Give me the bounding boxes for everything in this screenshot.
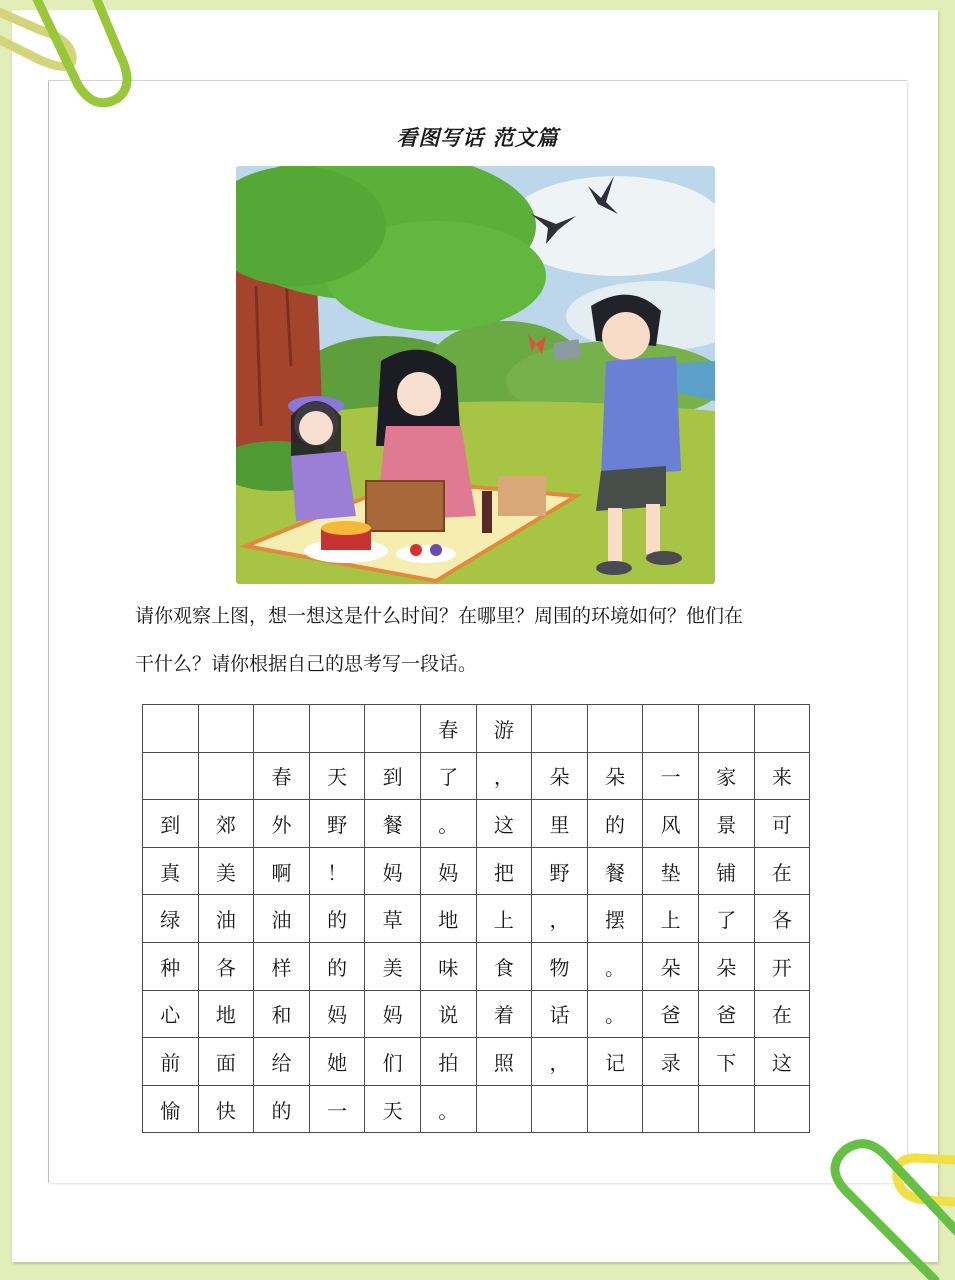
grid-cell: 上 xyxy=(476,895,532,943)
grid-cell: 绿 xyxy=(143,895,199,943)
grid-cell xyxy=(754,1085,810,1133)
grid-cell: 的 xyxy=(309,942,365,990)
grid-cell: 到 xyxy=(365,752,421,800)
grid-cell: 野 xyxy=(309,800,365,848)
grid-cell: 。 xyxy=(587,942,643,990)
page-title: 看图写话 范文篇 xyxy=(396,126,559,150)
grid-cell: 爸 xyxy=(698,990,754,1038)
grid-cell: 到 xyxy=(143,800,199,848)
grid-cell: 话 xyxy=(532,990,588,1038)
grid-row xyxy=(143,1038,810,1086)
grid-row xyxy=(143,990,810,1038)
grid-cell: ， xyxy=(532,895,588,943)
grid-cell: 油 xyxy=(198,895,254,943)
grid-cell: 摆 xyxy=(587,895,643,943)
grid-cell: 在 xyxy=(754,847,810,895)
grid-cell: 拍 xyxy=(420,1038,476,1086)
prompt-line-2: 干什么？请你根据自己的思考写一段话。 xyxy=(135,653,478,675)
grid-cell: 爸 xyxy=(643,990,699,1038)
grid-cell: 味 xyxy=(420,942,476,990)
grid-cell: 美 xyxy=(198,847,254,895)
grid-row xyxy=(143,942,810,990)
grid-cell xyxy=(532,705,588,753)
grid-row xyxy=(143,800,810,848)
grid-cell xyxy=(198,705,254,753)
grid-cell xyxy=(587,705,643,753)
grid-cell: 垫 xyxy=(643,847,699,895)
grid-cell: 地 xyxy=(420,895,476,943)
grid-cell: 食 xyxy=(476,942,532,990)
grid-cell: 快 xyxy=(198,1085,254,1133)
grid-cell xyxy=(643,1085,699,1133)
grid-cell: 照 xyxy=(476,1038,532,1086)
grid-cell: 前 xyxy=(143,1038,199,1086)
grid-cell xyxy=(532,1085,588,1133)
grid-row xyxy=(143,752,810,800)
grid-cell: 把 xyxy=(476,847,532,895)
grid-cell: 在 xyxy=(754,990,810,1038)
grid-cell: 各 xyxy=(754,895,810,943)
grid-cell: 游 xyxy=(476,705,532,753)
grid-cell: 。 xyxy=(420,800,476,848)
grid-cell: 各 xyxy=(198,942,254,990)
grid-cell xyxy=(143,752,199,800)
grid-cell: 天 xyxy=(365,1085,421,1133)
grid-cell: 里 xyxy=(532,800,588,848)
grid-cell: 餐 xyxy=(365,800,421,848)
grid-cell: 物 xyxy=(532,942,588,990)
grid-cell xyxy=(198,752,254,800)
grid-cell: 。 xyxy=(587,990,643,1038)
grid-row xyxy=(143,705,810,753)
grid-cell: 野 xyxy=(532,847,588,895)
grid-cell: 。 xyxy=(420,1085,476,1133)
grid-cell: 天 xyxy=(309,752,365,800)
grid-cell: 朵 xyxy=(532,752,588,800)
grid-cell xyxy=(254,705,310,753)
grid-cell: 了 xyxy=(420,752,476,800)
grid-cell: 愉 xyxy=(143,1085,199,1133)
grid-cell xyxy=(754,705,810,753)
writing-prompt xyxy=(135,592,835,688)
grid-cell: 地 xyxy=(198,990,254,1038)
grid-cell: 铺 xyxy=(698,847,754,895)
grid-cell: 们 xyxy=(365,1038,421,1086)
grid-cell: 着 xyxy=(476,990,532,1038)
grid-cell: 下 xyxy=(698,1038,754,1086)
grid-cell: 妈 xyxy=(309,990,365,1038)
grid-cell: 朵 xyxy=(587,752,643,800)
grid-row xyxy=(143,895,810,943)
grid-row xyxy=(143,1085,810,1133)
grid-cell: 可 xyxy=(754,800,810,848)
grid-cell xyxy=(698,705,754,753)
grid-cell: 郊 xyxy=(198,800,254,848)
grid-cell: 美 xyxy=(365,942,421,990)
grid-cell: 春 xyxy=(254,752,310,800)
grid-cell: 油 xyxy=(254,895,310,943)
grid-cell xyxy=(143,705,199,753)
grid-cell: 的 xyxy=(254,1085,310,1133)
grid-cell: 风 xyxy=(643,800,699,848)
grid-cell: 妈 xyxy=(365,990,421,1038)
grid-cell xyxy=(643,705,699,753)
grid-cell xyxy=(698,1085,754,1133)
grid-cell: 一 xyxy=(643,752,699,800)
grid-cell: 外 xyxy=(254,800,310,848)
grid-cell: 一 xyxy=(309,1085,365,1133)
grid-cell: 面 xyxy=(198,1038,254,1086)
grid-cell: 家 xyxy=(698,752,754,800)
grid-cell xyxy=(309,705,365,753)
grid-cell: 景 xyxy=(698,800,754,848)
grid-row xyxy=(143,847,810,895)
essay-writing-grid xyxy=(142,704,810,1133)
grid-cell: 朵 xyxy=(643,942,699,990)
grid-cell: 上 xyxy=(643,895,699,943)
picnic-illustration xyxy=(236,166,715,584)
grid-cell: 说 xyxy=(420,990,476,1038)
grid-cell: 妈 xyxy=(365,847,421,895)
grid-cell: 和 xyxy=(254,990,310,1038)
grid-cell: 的 xyxy=(309,895,365,943)
grid-cell: 种 xyxy=(143,942,199,990)
prompt-line-1: 请你观察上图，想一想这是什么时间？在哪里？周围的环境如何？他们在 xyxy=(135,605,744,627)
grid-cell: 来 xyxy=(754,752,810,800)
grid-cell: 样 xyxy=(254,942,310,990)
grid-cell: 妈 xyxy=(420,847,476,895)
grid-cell: 这 xyxy=(476,800,532,848)
grid-cell: 她 xyxy=(309,1038,365,1086)
grid-cell: 草 xyxy=(365,895,421,943)
grid-cell: 记 xyxy=(587,1038,643,1086)
grid-cell: 春 xyxy=(420,705,476,753)
grid-cell: 餐 xyxy=(587,847,643,895)
grid-cell: 这 xyxy=(754,1038,810,1086)
grid-cell: 开 xyxy=(754,942,810,990)
grid-cell: 啊 xyxy=(254,847,310,895)
grid-cell: 了 xyxy=(698,895,754,943)
grid-cell xyxy=(365,705,421,753)
grid-cell: 录 xyxy=(643,1038,699,1086)
grid-cell: ， xyxy=(532,1038,588,1086)
grid-cell: 的 xyxy=(587,800,643,848)
grid-cell: ！ xyxy=(309,847,365,895)
grid-cell xyxy=(476,1085,532,1133)
grid-cell xyxy=(587,1085,643,1133)
grid-cell: 给 xyxy=(254,1038,310,1086)
grid-cell: ， xyxy=(476,752,532,800)
grid-cell: 真 xyxy=(143,847,199,895)
grid-cell: 朵 xyxy=(698,942,754,990)
grid-cell: 心 xyxy=(143,990,199,1038)
